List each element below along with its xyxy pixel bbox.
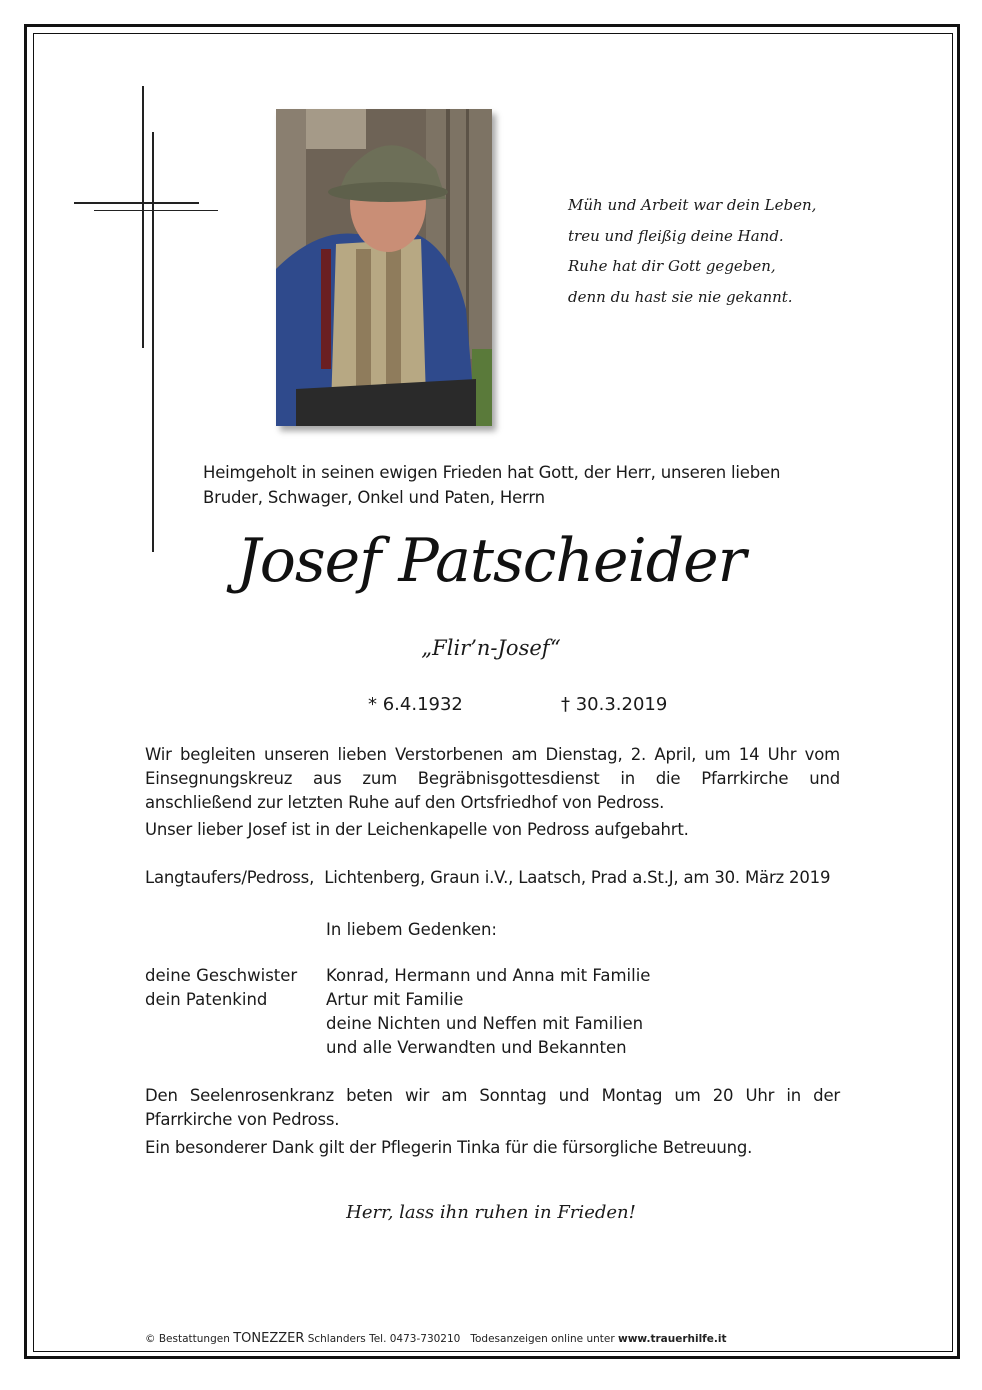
nickname: „Flir’n-Josef“ [421, 636, 561, 660]
mourner-relation: dein Patenkind [145, 990, 268, 1009]
laid-out-info: Unser lieber Josef ist in der Leichenkapelle von Pedross aufgebahrt. [145, 820, 689, 839]
memorial-poem [568, 190, 868, 312]
footer-prefix: © Bestattungen [145, 1333, 230, 1345]
intro-text: Heimgeholt in seinen ewigen Frieden hat Gott, der Herr, unseren lieben Bruder, Schwager, Onkel und Paten, Herrn [203, 463, 781, 507]
cross-icon [74, 86, 220, 556]
footer-url[interactable]: www.trauerhilfe.it [618, 1333, 727, 1345]
mourner-names: und alle Verwandten und Bekannten [326, 1038, 627, 1057]
footer-online-text: Todesanzeigen online unter [470, 1333, 615, 1345]
place-date: Langtaufers/Pedross, Lichtenberg, Graun i.V., Laatsch, Prad a.St.J, am 30. März 2019 [145, 868, 831, 887]
closing-line: Herr, lass ihn ruhen in Frieden! [346, 1202, 636, 1223]
poem-line: denn du hast sie nie gekannt. [568, 287, 793, 306]
birth-date: * 6.4.1932 [368, 694, 463, 715]
mourner-names: deine Nichten und Neffen mit Familien [326, 1014, 644, 1033]
poem-line: treu und fleißig deine Hand. [568, 226, 784, 245]
portrait-photo [276, 109, 492, 426]
poem-line: Ruhe hat dir Gott gegeben, [568, 257, 776, 275]
memory-heading: In liebem Gedenken: [326, 920, 497, 939]
thanks-text: Ein besonderer Dank gilt der Pflegerin Tinka für die fürsorgliche Betreuung. [145, 1138, 753, 1157]
mourner-names: Konrad, Hermann und Anna mit Familie [326, 966, 651, 985]
footer [145, 1331, 726, 1346]
footer-company: TONEZZER [233, 1331, 305, 1346]
rosary-info: Den Seelenrosenkranz beten wir am Sonntag und Montag um 20 Uhr in der Pfarrkirche von Pedross. [145, 1086, 840, 1129]
deceased-name: Josef Patscheider [236, 526, 746, 596]
death-date: † 30.3.2019 [561, 694, 668, 715]
poem-line: Müh und Arbeit war dein Leben, [568, 196, 817, 214]
mourner-names: Artur mit Familie [326, 990, 464, 1009]
funeral-info: Wir begleiten unseren lieben Verstorbenen am Dienstag, 2. April, um 14 Uhr vom Einsegnungskreuz aus zum Begräbnisgottesdienst in die Pfarrkirche und anschließend zur letzten Ruhe auf den Ortsfriedhof von Pedross. [145, 745, 840, 812]
mourner-relation: deine Geschwister [145, 966, 298, 985]
footer-location-phone: Schlanders Tel. 0473-730210 [307, 1333, 461, 1345]
